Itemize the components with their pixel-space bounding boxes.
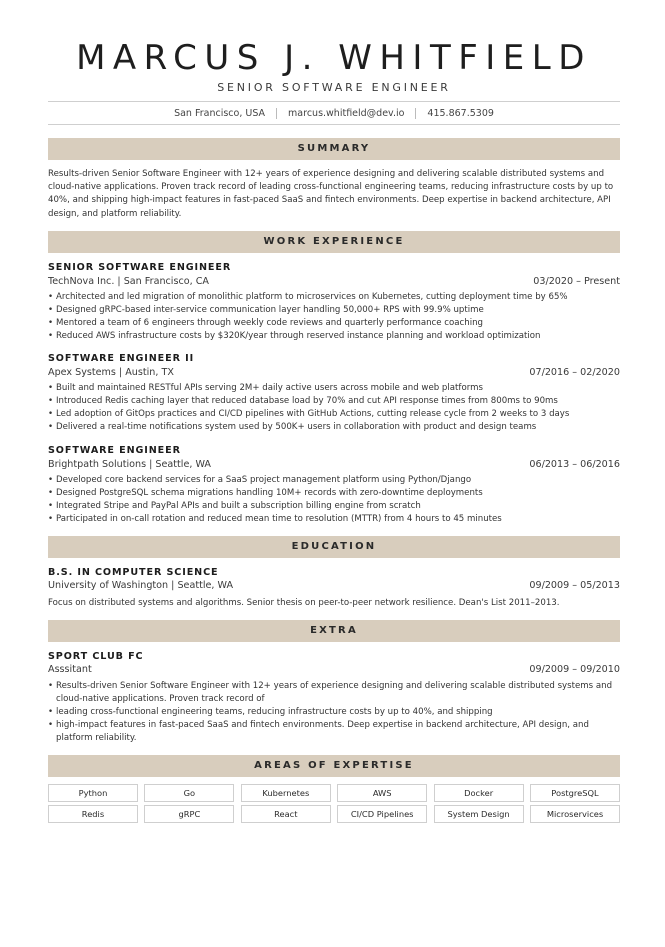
extra-bullet: • leading cross-functional engineering teams, reducing infrastructure costs by up to 40%, and shipping — [48, 706, 613, 719]
job-dates: 03/2020 – Present — [533, 276, 620, 287]
job-bullet: • Integrated Stripe and PayPal APIs and built a subscription billing engine from scratch — [48, 500, 620, 513]
skill-chip: Docker — [434, 784, 524, 802]
section-header-expertise: AREAS OF EXPERTISE — [48, 755, 620, 777]
job-bullet: • Designed gRPC-based inter-service communication layer handling 50,000+ RPS with 99.9% uptime — [48, 304, 620, 317]
job-bullet: • Architected and led migration of monolithic platform to microservices on Kubernetes, cutting deployment time by 65% — [48, 291, 620, 304]
extra-bullet: • Results-driven Senior Software Engineer with 12+ years of experience designing and delivering scalable distributed systems and cloud-native applications. Proven track record of — [48, 680, 613, 706]
candidate-role: SENIOR SOFTWARE ENGINEER — [217, 81, 451, 94]
job-bullets — [48, 382, 620, 434]
skill-chip: Go — [144, 784, 234, 802]
job-title: SENIOR SOFTWARE ENGINEER — [48, 262, 232, 273]
job-bullet: • Mentored a team of 6 engineers through weekly code reviews and quarterly performance coaching — [48, 317, 620, 330]
job-company: Brightpath Solutions | Seattle, WA — [48, 459, 211, 470]
job-dates: 07/2016 – 02/2020 — [529, 367, 620, 378]
skill-chip: PostgreSQL — [530, 784, 620, 802]
job-bullets — [48, 474, 620, 526]
header-rule-top — [48, 101, 620, 102]
summary-text: Results-driven Senior Software Engineer with 12+ years of experience designing and delivering scalable distributed systems and cloud-native applications. Proven track record of leading cross-functional engineering teams, reducing infrastructure costs by up to 40%, and shipping high-impact features in fast-paced SaaS and fintech environments. Deep expertise in backend architecture, API design, and platform reliability. — [48, 169, 614, 219]
job-bullet: • Designed PostgreSQL schema migrations handling 10M+ records with zero-downtime deployments — [48, 487, 620, 500]
job-bullet: • Developed core backend services for a SaaS project management platform using Python/Django — [48, 474, 620, 487]
job-title: SOFTWARE ENGINEER II — [48, 353, 195, 364]
extra-bullets — [48, 680, 613, 745]
section-header-summary: SUMMARY — [48, 138, 620, 160]
job-bullet: • Introduced Redis caching layer that reduced database load by 70% and cut API response times from 800ms to 90ms — [48, 395, 620, 408]
extra-title: SPORT CLUB FC — [48, 651, 144, 662]
job-company: Apex Systems | Austin, TX — [48, 367, 174, 378]
skill-chip: CI/CD Pipelines — [337, 805, 427, 823]
job-bullet: • Delivered a real-time notifications system used by 500K+ users in collaboration with product and design teams — [48, 421, 620, 434]
skill-chip: Python — [48, 784, 138, 802]
job-bullet: • Led adoption of GitOps practices and CI/CD pipelines with GitHub Actions, cutting release cycle from 2 weeks to 3 days — [48, 408, 620, 421]
contact-divider — [276, 108, 277, 119]
job-dates: 06/2013 – 06/2016 — [529, 459, 620, 470]
skill-chip: React — [241, 805, 331, 823]
education-note: Focus on distributed systems and algorithms. Senior thesis on peer-to-peer network resilience. Dean's List 2011–2013. — [48, 598, 560, 608]
job-title: SOFTWARE ENGINEER — [48, 445, 181, 456]
job-bullets — [48, 291, 620, 343]
education-dates: 09/2009 – 05/2013 — [529, 580, 620, 591]
skill-chip: Kubernetes — [241, 784, 331, 802]
skill-chip: gRPC — [144, 805, 234, 823]
education-school: University of Washington | Seattle, WA — [48, 580, 234, 591]
candidate-name: MARCUS J. WHITFIELD — [76, 38, 592, 78]
section-header-work: WORK EXPERIENCE — [48, 231, 620, 253]
job-company: TechNova Inc. | San Francisco, CA — [48, 276, 209, 287]
contact-phone[interactable]: 415.867.5309 — [427, 108, 494, 119]
contact-divider — [415, 108, 416, 119]
job-bullet: • Participated in on-call rotation and reduced mean time to resolution (MTTR) from 4 hours to 45 minutes — [48, 513, 620, 526]
job-bullet: • Reduced AWS infrastructure costs by $320K/year through reserved instance planning and workload optimization — [48, 330, 620, 343]
header-rule-bottom — [48, 124, 620, 125]
section-header-extra: EXTRA — [48, 620, 620, 642]
extra-role: Asssitant — [48, 664, 92, 675]
extra-dates: 09/2009 – 09/2010 — [529, 664, 620, 675]
contact-location: San Francisco, USA — [174, 108, 266, 119]
contact-email[interactable]: marcus.whitfield@dev.io — [288, 108, 405, 119]
job-bullet: • Built and maintained RESTful APIs serving 2M+ daily active users across mobile and web platforms — [48, 382, 620, 395]
skill-chip: System Design — [434, 805, 524, 823]
skill-chip: Redis — [48, 805, 138, 823]
skill-chip: Microservices — [530, 805, 620, 823]
contact-line — [48, 108, 620, 119]
skill-chip: AWS — [337, 784, 427, 802]
education-degree: B.S. IN COMPUTER SCIENCE — [48, 567, 219, 578]
section-header-education: EDUCATION — [48, 536, 620, 558]
extra-bullet: • high-impact features in fast-paced SaaS and fintech environments. Deep expertise in backend architecture, API design, and platform reliability. — [48, 719, 613, 745]
